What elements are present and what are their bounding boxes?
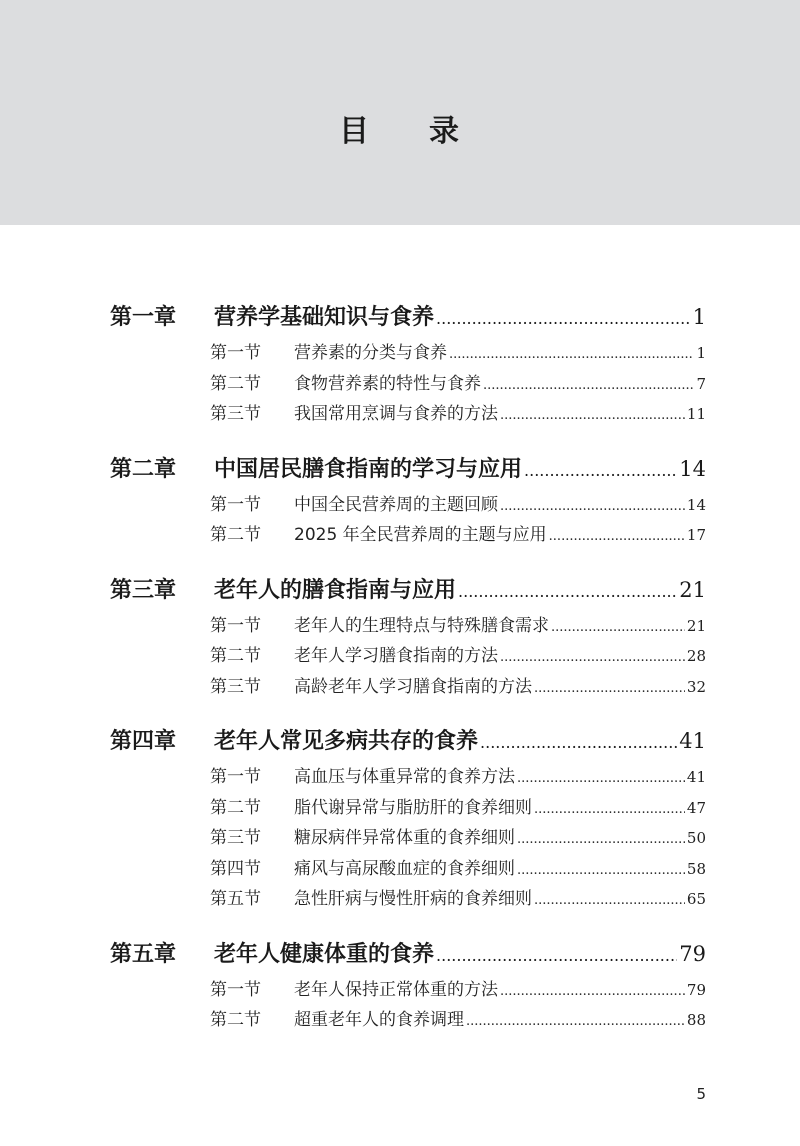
dot-leader xyxy=(480,721,677,764)
dot-leader xyxy=(549,520,685,553)
toc-section-row xyxy=(210,854,706,885)
section-number: 第一节 xyxy=(210,979,261,1000)
toc-chapter xyxy=(110,296,706,430)
section-page-number: 17 xyxy=(686,526,706,544)
toc-chapter xyxy=(110,933,706,1036)
dot-leader xyxy=(551,611,685,644)
toc-section-row xyxy=(210,520,706,551)
section-number: 第五节 xyxy=(210,889,261,909)
dot-leader xyxy=(458,570,677,613)
section-title: 老年人保持正常体重的方法 xyxy=(294,979,498,1000)
toc-section-row xyxy=(210,369,706,400)
section-page-number: 21 xyxy=(686,616,706,635)
dot-leader xyxy=(517,854,685,887)
toc-section-row xyxy=(210,762,706,793)
section-title: 脂代谢异常与脂肪肝的食养细则 xyxy=(294,797,532,818)
section-title: 营养素的分类与食养 xyxy=(294,343,447,363)
toc-chapter-row xyxy=(110,296,706,338)
section-title: 食物营养素的特性与食养 xyxy=(294,373,481,394)
section-number: 第一节 xyxy=(210,767,261,787)
section-page-number: 28 xyxy=(686,647,706,665)
section-title: 超重老年人的食养调理 xyxy=(294,1010,464,1030)
section-number: 第三节 xyxy=(210,828,261,848)
chapter-page-number: 1 xyxy=(692,305,706,329)
section-number: 第一节 xyxy=(210,343,261,363)
section-page-number: 41 xyxy=(686,768,706,786)
section-number: 第二节 xyxy=(210,797,261,818)
dot-leader xyxy=(436,297,691,340)
dot-leader xyxy=(483,369,694,402)
page-number: 5 xyxy=(696,1085,706,1103)
section-title: 我国常用烹调与食养的方法 xyxy=(294,404,498,424)
chapter-page-number: 14 xyxy=(679,456,706,481)
chapter-number: 第一章 xyxy=(110,304,177,330)
chapter-number: 第二章 xyxy=(110,455,177,482)
section-title: 老年人学习膳食指南的方法 xyxy=(294,646,498,666)
chapter-page-number: 79 xyxy=(679,941,706,966)
section-title: 老年人的生理特点与特殊膳食需求 xyxy=(294,615,549,636)
toc-section-row xyxy=(210,399,706,430)
toc-section-row xyxy=(210,611,706,642)
dot-leader xyxy=(500,490,685,523)
section-title: 高龄老年人学习膳食指南的方法 xyxy=(294,676,532,697)
section-page-number: 7 xyxy=(696,374,706,393)
toc-section-row xyxy=(210,823,706,854)
section-number: 第三节 xyxy=(210,676,261,697)
chapter-title: 老年人常见多病共存的食养 xyxy=(214,728,479,754)
toc-chapter-row xyxy=(110,933,706,975)
section-page-number: 47 xyxy=(686,798,706,817)
toc-section-row xyxy=(210,672,706,703)
dot-leader xyxy=(517,823,685,856)
chapter-page-number: 21 xyxy=(679,577,706,602)
toc-section-row xyxy=(210,338,706,369)
section-number: 第二节 xyxy=(210,646,261,666)
dot-leader xyxy=(534,672,685,705)
chapter-page-number: 41 xyxy=(679,729,706,753)
dot-leader xyxy=(534,884,685,917)
section-page-number: 50 xyxy=(686,829,706,847)
toc-section-row xyxy=(210,641,706,672)
toc-section-row xyxy=(210,975,706,1006)
section-page-number: 58 xyxy=(686,859,706,878)
page-title xyxy=(0,112,800,152)
page-title-char-2: 录 xyxy=(429,114,461,149)
table-of-contents xyxy=(110,296,706,1054)
section-page-number: 88 xyxy=(686,1011,706,1029)
toc-section-row xyxy=(210,793,706,824)
section-title: 急性肝病与慢性肝病的食养细则 xyxy=(294,889,532,909)
chapter-title: 营养学基础知识与食养 xyxy=(214,304,435,330)
toc-chapter-row xyxy=(110,569,706,611)
chapter-number: 第四章 xyxy=(110,728,177,754)
section-number: 第一节 xyxy=(210,494,261,515)
chapter-number: 第三章 xyxy=(110,576,177,603)
section-page-number: 11 xyxy=(686,405,706,423)
section-number: 第二节 xyxy=(210,1010,261,1030)
chapter-title: 中国居民膳食指南的学习与应用 xyxy=(214,455,523,482)
dot-leader xyxy=(524,449,677,492)
section-number: 第二节 xyxy=(210,525,261,545)
dot-leader xyxy=(500,975,685,1008)
chapter-title: 老年人健康体重的食养 xyxy=(214,940,435,967)
section-number: 第一节 xyxy=(210,615,261,636)
toc-chapter-row xyxy=(110,448,706,490)
chapter-number: 第五章 xyxy=(110,940,177,967)
dot-leader xyxy=(436,934,677,977)
toc-chapter-row xyxy=(110,720,706,762)
section-page-number: 1 xyxy=(696,344,706,362)
toc-section-row xyxy=(210,1005,706,1036)
dot-leader xyxy=(500,399,685,432)
chapter-title: 老年人的膳食指南与应用 xyxy=(214,576,457,603)
section-number: 第四节 xyxy=(210,858,261,879)
dot-leader xyxy=(517,762,685,795)
section-number: 第三节 xyxy=(210,404,261,424)
toc-section-row xyxy=(210,884,706,915)
toc-chapter xyxy=(110,448,706,551)
section-page-number: 32 xyxy=(686,677,706,696)
section-title: 糖尿病伴异常体重的食养细则 xyxy=(294,828,515,848)
dot-leader xyxy=(466,1005,685,1038)
section-page-number: 65 xyxy=(686,890,706,908)
section-title: 痛风与高尿酸血症的食养细则 xyxy=(294,858,515,879)
section-page-number: 79 xyxy=(686,980,706,999)
page-title-char-1: 目 xyxy=(339,114,371,149)
section-page-number: 14 xyxy=(686,495,706,514)
section-title: 高血压与体重异常的食养方法 xyxy=(294,767,515,787)
dot-leader xyxy=(449,338,694,371)
dot-leader xyxy=(534,793,685,826)
section-title: 中国全民营养周的主题回顾 xyxy=(294,494,498,515)
dot-leader xyxy=(500,641,685,674)
toc-chapter xyxy=(110,720,706,915)
section-number: 第二节 xyxy=(210,373,261,394)
section-title: 2025 年全民营养周的主题与应用 xyxy=(294,525,547,545)
toc-chapter xyxy=(110,569,706,703)
toc-section-row xyxy=(210,490,706,521)
